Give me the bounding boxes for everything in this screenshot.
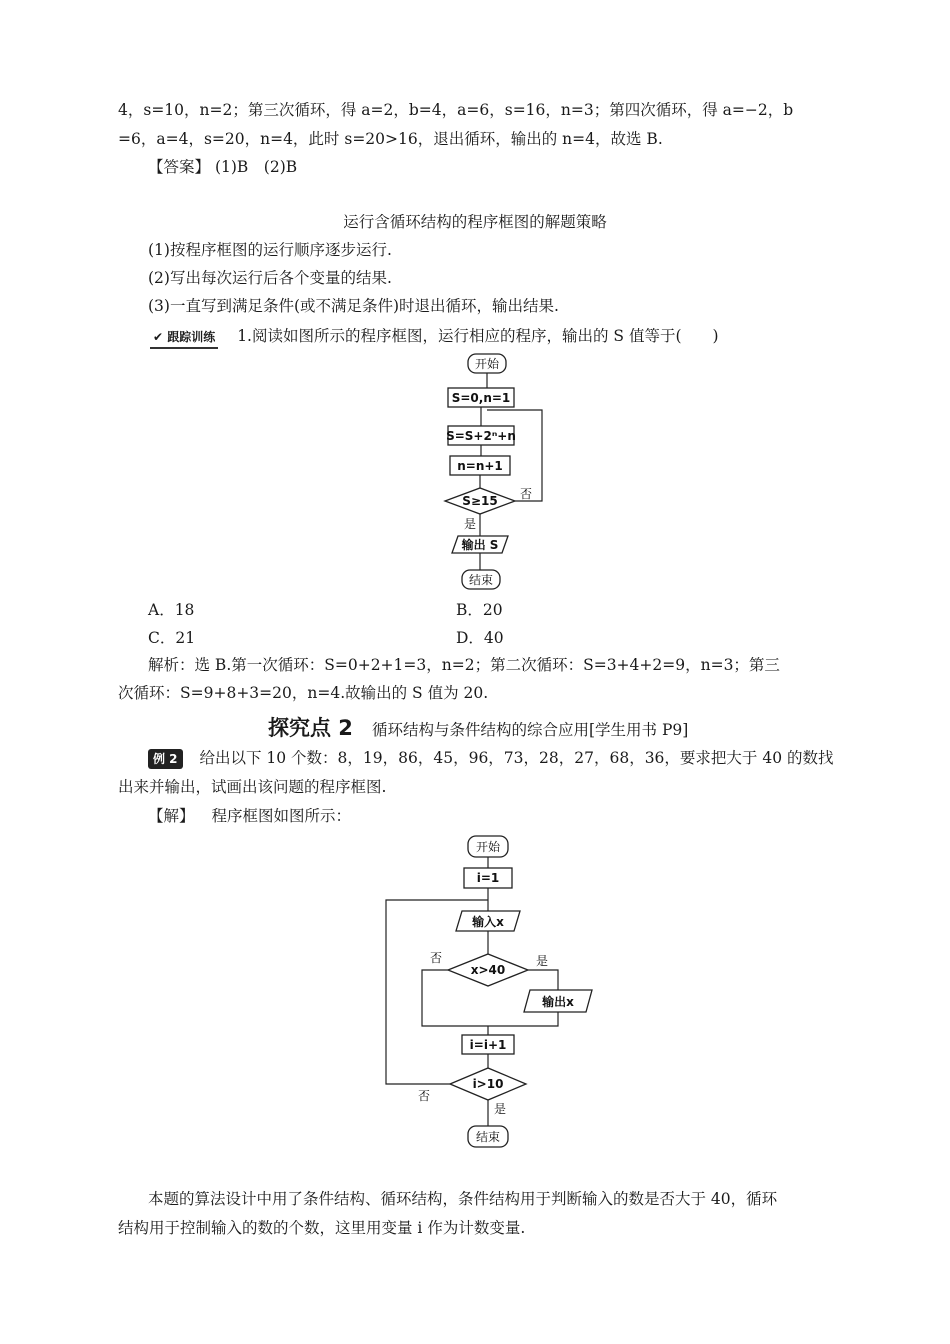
- option-d: D．40: [456, 629, 504, 647]
- example-solution-line: [148, 806, 351, 826]
- fc2-no1-label: 否: [430, 951, 443, 965]
- text-line: =6，a=4，s=20，n=4，此时 s=20>16，退出循环，输出的 n=4，故选 B.: [118, 130, 663, 148]
- fc1-output-label: 输出 S: [461, 538, 499, 552]
- solution-text: 程序框图如图所示：: [211, 807, 351, 825]
- fc1-inc-label: n=n+1: [457, 459, 503, 473]
- fc1-cond-label: S≥15: [462, 494, 498, 508]
- fc1-yes-label: 是: [464, 517, 477, 531]
- fc2-input-label: 输入x: [472, 915, 504, 929]
- strategy-item: (1)按程序框图的运行顺序逐步运行.: [148, 241, 392, 259]
- fc2-output-label: 输出x: [542, 995, 574, 1009]
- fc2-yes2-label: 是: [494, 1102, 507, 1116]
- fc1-end-label: 结束: [468, 573, 494, 587]
- fc2-cond2-label: i>10: [472, 1077, 504, 1091]
- exercise-line: [150, 326, 719, 349]
- solution-tag: 【解】: [148, 807, 195, 825]
- solution-line: 解析：选 B.第一次循环：S=0+2+1=3，n=2；第二次循环：S=3+4+2=9，n=3；第三: [148, 656, 780, 674]
- fc2-cond1-label: x>40: [470, 963, 506, 977]
- strategy-item: (3)一直写到满足条件(或不满足条件)时退出循环，输出结果.: [148, 297, 559, 315]
- answer-line: [148, 157, 297, 177]
- fc2-inc-label: i=i+1: [469, 1038, 507, 1052]
- fc1-no-label: 否: [520, 487, 533, 501]
- option-b: B．20: [456, 601, 503, 619]
- text-line: 4，s=10，n=2；第三次循环，得 a=2，b=4，a=6，s=16，n=3；第四次循环，得 a=−2，b: [118, 101, 794, 119]
- closing-line: 结构用于控制输入的数的个数，这里用变量 i 作为计数变量.: [118, 1219, 526, 1237]
- strategy-title: 运行含循环结构的程序框图的解题策略: [343, 213, 607, 231]
- flowchart-2: [380, 830, 610, 1150]
- strategy-item: (2)写出每次运行后各个变量的结果.: [148, 269, 392, 287]
- fc1-start-label: 开始: [474, 357, 500, 371]
- exercise-question: 1.阅读如图所示的程序框图，运行相应的程序，输出的 S 值等于( ): [237, 327, 719, 345]
- fc2-no2-label: 否: [418, 1089, 431, 1103]
- answer-tag: 【答案】: [148, 158, 211, 176]
- fc2-end-label: 结束: [475, 1130, 501, 1144]
- fc2-yes1-label: 是: [536, 954, 549, 968]
- option-a: A．18: [148, 601, 195, 619]
- section-subtitle: 循环结构与条件结构的综合应用[学生用书 P9]: [372, 721, 689, 739]
- closing-line: 本题的算法设计中用了条件结构、循环结构，条件结构用于判断输入的数是否大于 40，循环: [148, 1190, 778, 1208]
- fc2-start-label: 开始: [475, 840, 501, 854]
- fc2-init-label: i=1: [476, 871, 500, 885]
- example-text: 给出以下 10 个数：8，19，86，45，96，73，28，27，68，36，要求把大于 40 的数找: [199, 749, 834, 767]
- example-line: [148, 748, 834, 769]
- solution-line: 次循环：S=9+8+3=20，n=4.故输出的 S 值为 20.: [118, 684, 489, 702]
- answer-text: (1)B (2)B: [214, 158, 298, 176]
- section-title: 探究点 2: [268, 716, 353, 740]
- example-badge: 例 2: [148, 749, 183, 769]
- fc1-step-label: S=S+2ⁿ+n: [446, 429, 516, 443]
- option-c: C．21: [148, 629, 196, 647]
- flowchart-1: [420, 350, 560, 595]
- exercise-badge: ✔ 跟踪训练: [150, 327, 218, 349]
- fc1-init-label: S=0,n=1: [451, 391, 511, 405]
- example-line: 出来并输出，试画出该问题的程序框图.: [118, 778, 387, 796]
